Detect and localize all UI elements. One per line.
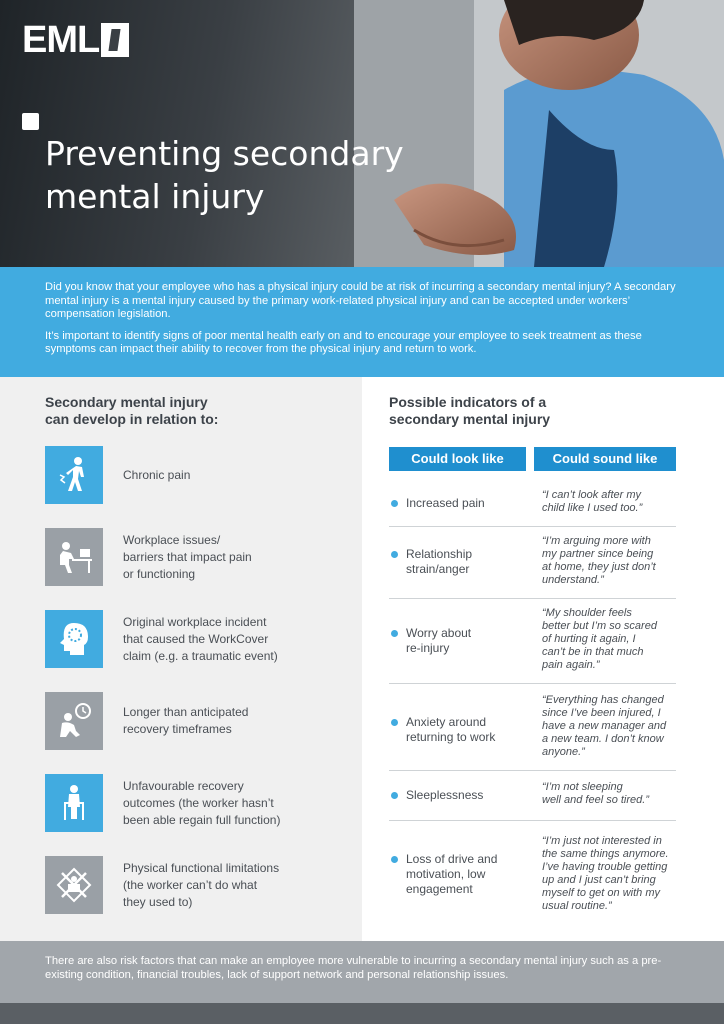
clock-person-icon [45,692,103,750]
bullet-icon [391,792,398,799]
title-line-1: Preventing secondary [45,134,404,173]
indicators-column [362,377,724,941]
indicator-row [389,771,676,821]
indicator-row [389,527,676,599]
no-lifting-icon [45,856,103,914]
indicator-row [389,599,676,684]
factor-label: Original workplace incident that caused the WorkCover claim (e.g. a traumatic event) [123,614,278,663]
head-stress-icon [45,610,103,668]
workplace-desk-icon [45,528,103,586]
footer-text: There are also risk factors that can make an employee more vulnerable to incurring a secondary mental injury such as a pre-existing condition, financial troubles, lack of support network and personal relationship issues. [45,955,662,981]
factor-label: Longer than anticipated recovery timeframes [123,705,249,736]
factor-label: Unfavourable recovery outcomes (the worker hasn’t been able regain full function) [123,778,281,827]
title-marker-icon [22,113,39,130]
heading-line-2: can develop in relation to: [45,411,219,427]
factor-label: Chronic pain [123,467,191,482]
indicator-look: Loss of drive and motivation, low engagement [406,852,498,896]
could-look-like-header: Could look like [389,447,526,471]
indicator-quote: “I’m just not interested in the same things anymore. I’ve having trouble getting up and I just can’t bring myself to get on with my usual routine.” [542,835,669,912]
indicator-look: Worry about re-injury [406,626,472,655]
indicator-quote: “I’m not sleeping well and feel so tired.” [542,781,649,806]
factor-item [45,445,345,505]
intro-paragraph-1: Did you know that your employee who has a physical injury could be at risk of incurring a secondary mental injury? A secondary mental injury is a mental injury caused by the primary work-related physical injury and can be accepted under workers’ compensation legislation. [45,281,676,320]
page-title [45,132,425,218]
factor-item [45,609,345,669]
heading-line-1: Possible indicators of a [389,394,547,410]
logo-text: EML [22,19,100,61]
indicator-row [389,821,676,921]
indicator-look: Sleeplessness [406,788,484,802]
could-sound-like-header: Could sound like [534,447,676,471]
indicator-quote: “My shoulder feels better but I’m so scared of hurting it again, I can’t be in that much pain again.” [542,607,657,671]
indicator-look: Increased pain [406,496,485,510]
risk-factors-heading [45,394,305,428]
factor-item [45,773,345,833]
indicator-row [389,480,676,527]
chronic-pain-icon [45,446,103,504]
factor-item [45,855,345,915]
indicator-row [389,684,676,771]
factor-item [45,691,345,751]
title-line-2: mental injury [45,177,265,216]
bullet-icon [391,551,398,558]
bullet-icon [391,719,398,726]
walking-frame-icon [45,774,103,832]
eml-logo [22,20,129,60]
indicator-quote: “I can’t look after my child like I used too.” [542,489,643,514]
heading-line-2: secondary mental injury [389,411,551,427]
bullet-icon [391,500,398,507]
bullet-icon [391,630,398,637]
indicator-look: Anxiety around returning to work [406,715,496,744]
logo-mark-icon [101,23,129,57]
indicator-quote: “Everything has changed since I’ve been injured, I have a new manager and a new team. I don’t know anyone.” [542,694,667,758]
risk-factors-column [0,377,362,941]
heading-line-1: Secondary mental injury [45,394,208,410]
indicators-heading [389,394,609,428]
indicator-quote: “I’m arguing more with my partner since being at home, they just don’t understand.” [542,535,656,586]
intro-band [0,267,724,377]
factor-item [45,527,345,587]
bottom-bar [0,1003,724,1024]
factor-label: Workplace issues/ barriers that impact pain or functioning [123,532,252,581]
bullet-icon [391,856,398,863]
factor-label: Physical functional limitations (the worker can’t do what they used to) [123,860,280,909]
hero-banner [0,0,724,267]
footer-note [0,941,724,1003]
intro-paragraph-2: It’s important to identify signs of poor mental health early on and to encourage your employee to seek treatment as these symptoms can impact their ability to recover from the physical injury and return to work. [45,329,642,355]
indicator-look: Relationship strain/anger [406,547,473,576]
